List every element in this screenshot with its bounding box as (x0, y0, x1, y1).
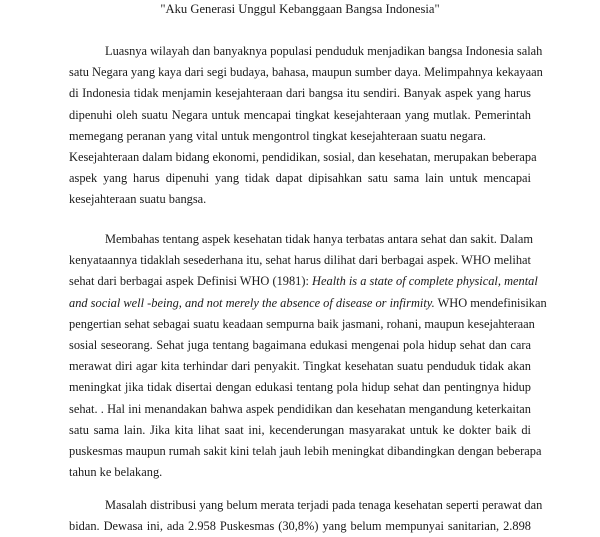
paragraph-line: dipenuhi oleh suatu Negara untuk mencapai tingkat kesejahteraan yang mutlak. Pemerintah (69, 107, 531, 122)
paragraph-line: kenyataannya tidaklah sesederhana itu, sehat harus dilihat dari berbagai aspek. WHO melihat (69, 253, 531, 268)
paragraph-line: satu sama lain. Jika kita lihat saat ini, kecenderungan masyarakat untuk ke dokter baik di (69, 422, 531, 437)
who-definition-quote-start: Health is a state of complete physical, mental (312, 274, 538, 289)
paragraph-line: aspek yang harus dipenuhi yang tidak dapat dipisahkan satu sama lain untuk mencapai (69, 171, 531, 186)
paragraph-line: Kesejahteraan dalam bidang ekonomi, pendidikan, sosial, dan kesehatan, merupakan beberapa (69, 149, 537, 164)
document-title: "Aku Generasi Unggul Kebanggaan Bangsa Indonesia" (160, 2, 440, 16)
paragraph-1 (69, 41, 543, 211)
paragraph-2 (69, 229, 547, 483)
who-definition-quote-end: and social well -being, and not merely the absence of disease or infirmity. (69, 295, 435, 310)
paragraph-line: memegang peranan yang vital untuk mengontrol tingkat kesejahteraan suatu negara. (69, 128, 487, 143)
paragraph-line: Membahas tentang aspek kesehatan tidak hanya terbatas antara sehat dan sakit. Dalam (105, 232, 533, 246)
paragraph-line: kesejahteraan suatu bangsa. (69, 192, 207, 207)
paragraph-line-with-quote (69, 293, 547, 314)
paragraph-line: Luasnya wilayah dan banyaknya populasi penduduk menjadikan bangsa Indonesia salah (105, 44, 543, 58)
paragraph-line: sehat. . Hal ini menandakan bahwa aspek pendidikan dan kesehatan mengandung keterkaitan (69, 401, 531, 416)
paragraph-line: bidan. Dewasa ini, ada 2.958 Puskesmas (30,8%) yang belum mempunyai sanitarian, 2.898 (69, 519, 531, 534)
paragraph-line: sosial seseorang. Sehat juga tentang bagaimana edukasi mengenai pola hidup sehat dan cara (69, 337, 531, 352)
paragraph-line: Masalah distribusi yang belum merata terjadi pada tenaga kesehatan seperti perawat dan (105, 498, 543, 512)
paragraph-line: merawat diri agar kita terhindar dari penyakit. Tingkat kesehatan suatu penduduk tidak akan (69, 359, 531, 374)
paragraph-line: satu Negara yang kaya dari segi budaya, bahasa, maupun sumber daya. Melimpahnya kekayaan (69, 65, 543, 80)
paragraph-line: pengertian sehat sebagai suatu keadaan sempurna baik jasmani, rohani, maupun kesejahteraan (69, 316, 535, 331)
paragraph-line-with-quote (69, 271, 538, 292)
paragraph-line: di Indonesia tidak menjamin kesejahteraan dari bangsa itu sendiri. Banyak aspek yang harus (69, 86, 531, 101)
paragraph-line-text: sehat dari berbagai aspek Definisi WHO (1981): (69, 274, 309, 289)
paragraph-line-text: WHO mendefinisikan (437, 295, 547, 310)
paragraph-line: meningkat jika tidak disertai dengan edukasi tentang pola hidup sehat dan pentingnya hidup (69, 380, 531, 395)
paragraph-line: puskesmas maupun rumah sakit kini telah jauh lebih meningkat dibandingkan dengan beberapa (69, 443, 542, 458)
paragraph-3 (69, 495, 543, 534)
paragraph-line: tahun ke belakang. (69, 465, 163, 480)
